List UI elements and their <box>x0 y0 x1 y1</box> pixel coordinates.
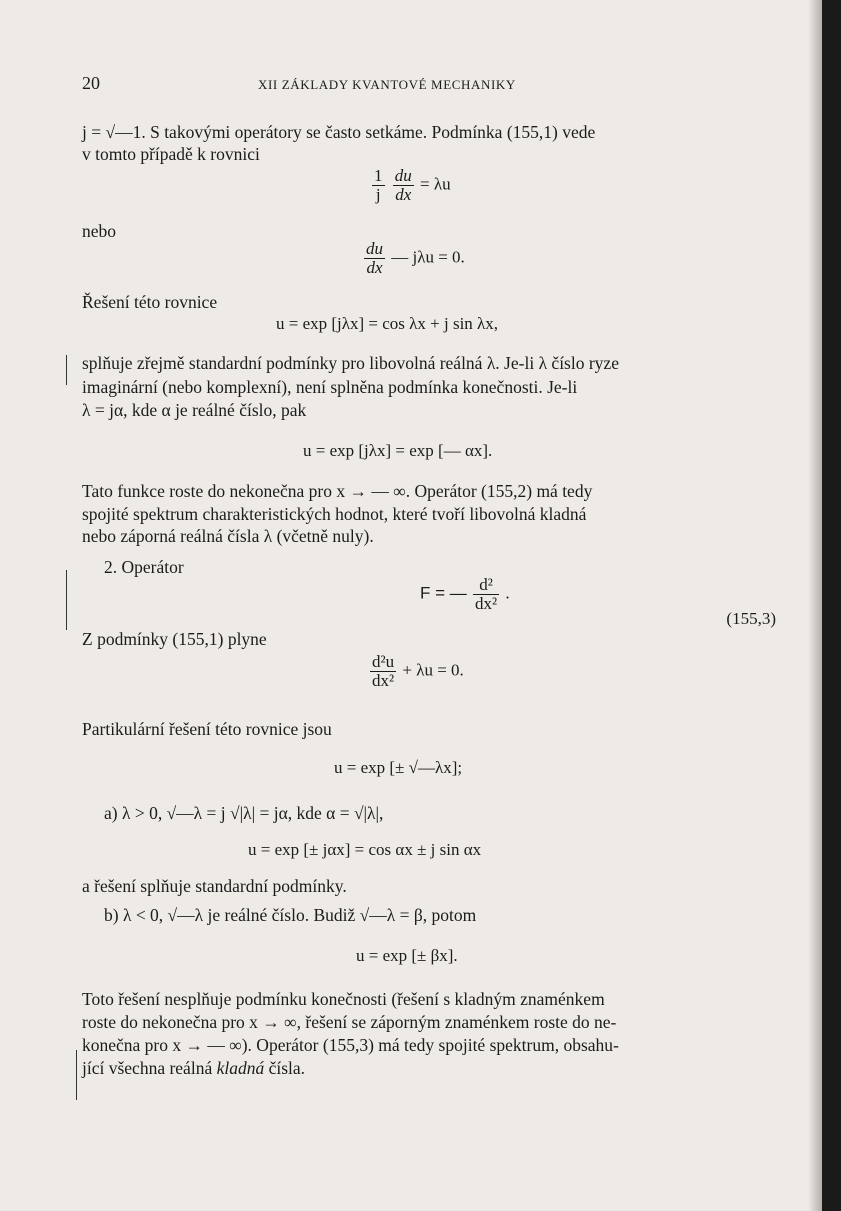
equation-3: u = exp [jλx] = cos λx + j sin λx, <box>276 314 499 333</box>
text-line: v tomto případě k rovnici <box>82 144 260 164</box>
equation-7: u = exp [± √—λx]; <box>334 758 463 777</box>
equation-8: u = exp [± jαx] = cos αx ± j sin αx <box>248 840 482 859</box>
margin-mark <box>66 570 67 630</box>
eq6-rhs: + λu = 0. <box>402 660 464 680</box>
text-line: nebo záporná reálná čísla λ (včetně nuly). <box>82 526 374 546</box>
equation-number: (155,3) <box>726 609 776 628</box>
eq2-den: dx <box>366 258 383 277</box>
equation-4: u = exp [jλx] = exp [— αx]. <box>303 441 493 460</box>
text-line: nebo <box>82 221 117 241</box>
equation-5 <box>420 576 510 613</box>
eq6-den: dx² <box>372 671 395 690</box>
margin-mark <box>66 355 67 385</box>
text-line: Partikulární řešení této rovnice jsou <box>82 719 332 739</box>
text-line: a) λ > 0, √—λ = j √|λ| = jα, kde α = √|λ|, <box>104 803 384 823</box>
text-line: j = √—1. S takovými operátory se často setkáme. Podmínka (155,1) vede <box>82 122 596 142</box>
text-line: b) λ < 0, √—λ je reálné číslo. Budiž √—λ = β, potom <box>104 905 477 925</box>
text-line: Z podmínky (155,1) plyne <box>82 629 267 649</box>
eq1-den-2: dx <box>395 185 412 204</box>
eq5-num: d² <box>473 576 499 595</box>
text-line: roste do nekonečna pro x → ∞, řešení se záporným znaménkem roste do ne- <box>82 1012 617 1032</box>
margin-mark <box>76 1050 77 1100</box>
equation-1 <box>370 167 451 204</box>
text-line: konečna pro x → — ∞). Operátor (155,3) má tedy spojité spektrum, obsahu- <box>82 1035 619 1055</box>
text-line: Tato funkce roste do nekonečna pro x → — ∞. Operátor (155,2) má tedy <box>82 481 593 501</box>
eq6-num: d²u <box>372 652 395 671</box>
emphasis-kladna: kladná <box>216 1058 265 1078</box>
text-line: a řešení splňuje standardní podmínky. <box>82 876 347 896</box>
eq1-num-2: du <box>394 166 412 185</box>
eq1-rhs: = λu <box>420 174 451 194</box>
page-number: 20 <box>82 73 100 93</box>
text-line: Řešení této rovnice <box>82 292 218 312</box>
equation-9: u = exp [± βx]. <box>356 946 458 965</box>
eq2-rhs: — jλu = 0. <box>391 247 465 267</box>
text-line: Toto řešení nesplňuje podmínku konečnosti (řešení s kladným znaménkem <box>82 989 605 1009</box>
text-line: imaginární (nebo komplexní), není splněna podmínka konečnosti. Je-li <box>82 377 578 397</box>
eq1-den-1: j <box>375 185 381 204</box>
text-line: splňuje zřejmě standardní podmínky pro libovolná reálná λ. Je-li λ číslo ryze <box>82 353 619 373</box>
text-span: čísla. <box>264 1058 306 1078</box>
text-line: spojité spektrum charakteristických hodnot, které tvoří libovolná kladná <box>82 504 587 524</box>
equation-2 <box>362 240 465 277</box>
text-line <box>82 1057 305 1079</box>
running-head: XII ZÁKLADY KVANTOVÉ MECHANIKY <box>258 77 516 92</box>
text-line: 2. Operátor <box>104 557 184 577</box>
text-span: jící všechna reálná <box>82 1058 217 1078</box>
text-line: λ = jα, kde α je reálné číslo, pak <box>82 400 307 420</box>
equation-6 <box>368 653 464 690</box>
eq2-num: du <box>366 239 383 258</box>
eq5-den: dx² <box>475 594 498 613</box>
eq1-num-1: 1 <box>374 166 383 185</box>
eq5-end: . <box>505 583 510 603</box>
eq5-lhs: F = — <box>420 583 467 603</box>
